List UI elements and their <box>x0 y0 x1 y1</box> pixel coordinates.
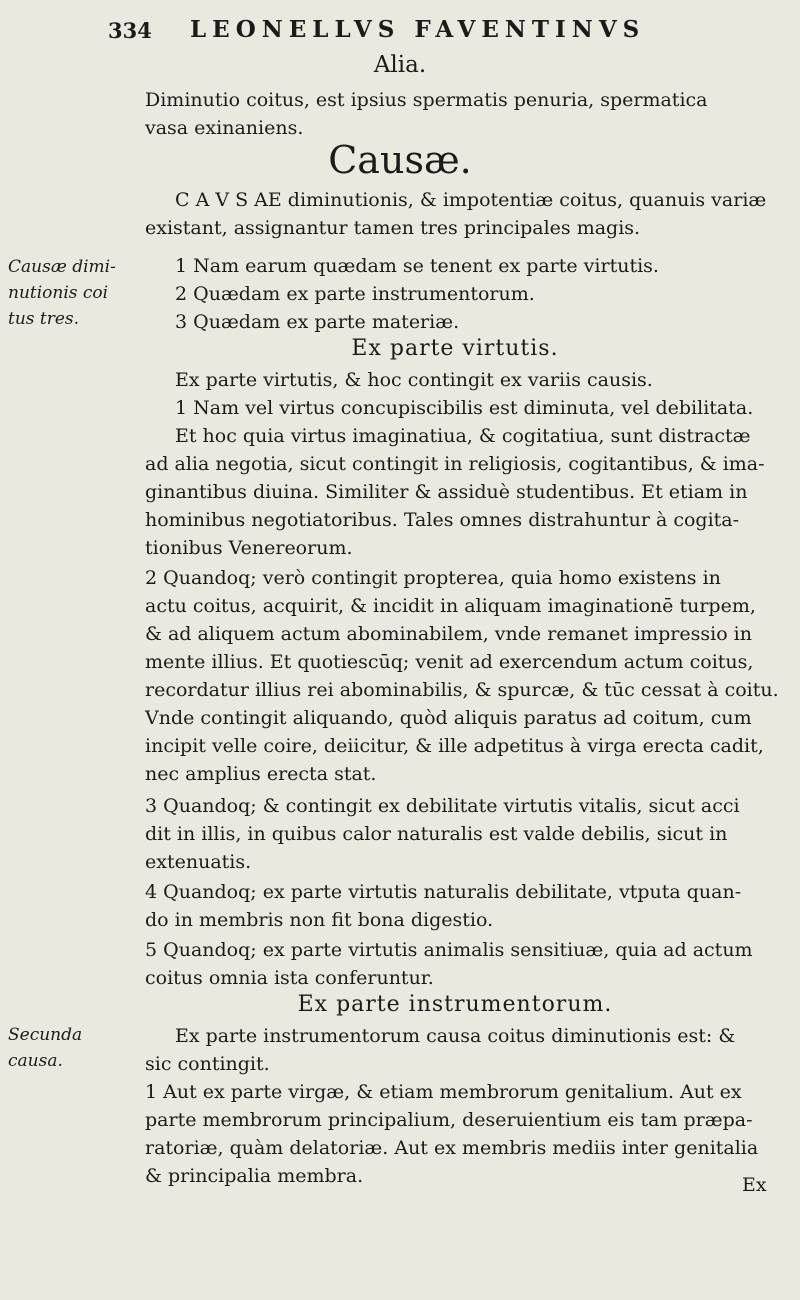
text-line: 3 Quædam ex parte materiæ. <box>175 311 460 333</box>
text-line: & principalia membra. <box>145 1165 364 1187</box>
margin-note: causa. <box>8 1051 63 1071</box>
heading-ex-parte-instrumentorum: Ex parte instrumentorum. <box>297 992 613 1017</box>
text-line: mente illius. Et quotiescūq; venit ad exercendum actum coitus, <box>145 651 754 673</box>
text-line: Diminutio coitus, est ipsius spermatis penuria, spermatica <box>145 89 708 111</box>
text-line: dit in illis, in quibus calor naturalis est valde debilis, sicut in <box>145 823 728 845</box>
text-line: vasa exinaniens. <box>145 117 304 139</box>
text-line: ratoriæ, quàm delatoriæ. Aut ex membris mediis inter genitalia <box>145 1137 759 1159</box>
text-line: 2 Quandoq; verò contingit propterea, quia homo existens in <box>145 567 721 589</box>
text-line: & ad aliquem actum abominabilem, vnde remanet impressio in <box>145 623 752 645</box>
text-line: 2 Quædam ex parte instrumentorum. <box>175 283 535 305</box>
text-line: Et hoc quia virtus imaginatiua, & cogitatiua, sunt distractæ <box>175 425 751 447</box>
text-line: tionibus Venereorum. <box>145 537 353 559</box>
running-title: LEONELLVS FAVENTINVS <box>190 16 646 43</box>
text-line: Vnde contingit aliquando, quòd aliquis paratus ad coitum, cum <box>145 707 752 729</box>
margin-note: Secunda <box>8 1025 83 1045</box>
text-line: sic contingit. <box>145 1053 270 1075</box>
text-line: 3 Quandoq; & contingit ex debilitate virtutis vitalis, sicut acci <box>145 795 740 817</box>
text-line: 1 Aut ex parte virgæ, & etiam membrorum genitalium. Aut ex <box>145 1081 742 1103</box>
text-line: 1 Nam earum quædam se tenent ex parte virtutis. <box>175 255 659 277</box>
text-line: 1 Nam vel virtus concupiscibilis est diminuta, vel debilitata. <box>175 397 754 419</box>
text-line: parte membrorum principalium, deseruientium eis tam præpa- <box>145 1109 753 1131</box>
text-line: C A V S AE diminutionis, & impotentiæ coitus, quanuis variæ <box>175 189 767 211</box>
text-line: ad alia negotia, sicut contingit in religiosis, cogitantibus, & ima- <box>145 453 765 475</box>
text-line: existant, assignantur tamen tres principales magis. <box>145 217 641 239</box>
text-line: Ex parte instrumentorum causa coitus diminutionis est: & <box>175 1025 736 1047</box>
heading-alia: Alia. <box>373 52 427 78</box>
margin-note: tus tres. <box>8 309 80 329</box>
text-line: 5 Quandoq; ex parte virtutis animalis sensitiuæ, quia ad actum <box>145 939 753 961</box>
heading-ex-parte-virtutis: Ex parte virtutis. <box>351 336 559 361</box>
heading-causae: Causæ. <box>328 138 472 182</box>
margin-note: nutionis coi <box>8 283 109 303</box>
margin-note: Causæ dimi- <box>8 257 116 277</box>
text-line: do in membris non fit bona digestio. <box>145 909 494 931</box>
catchword: Ex <box>742 1174 767 1196</box>
text-line: nec amplius erecta stat. <box>145 763 377 785</box>
text-line: coitus omnia ista conferuntur. <box>145 967 434 989</box>
text-line: actu coitus, acquirit, & incidit in aliquam imaginationē turpem, <box>145 595 756 617</box>
text-line: extenuatis. <box>145 851 252 873</box>
text-line: ginantibus diuina. Similiter & assiduè studentibus. Et etiam in <box>145 481 748 503</box>
text-line: recordatur illius rei abominabilis, & spurcæ, & tūc cessat à coitu. <box>145 679 779 701</box>
page-number: 334 <box>108 18 152 43</box>
text-line: hominibus negotiatoribus. Tales omnes distrahuntur à cogita- <box>145 509 740 531</box>
page-header <box>108 16 768 46</box>
text-line: incipit velle coire, deiicitur, & ille adpetitus à virga erecta cadit, <box>145 735 764 757</box>
text-line: Ex parte virtutis, & hoc contingit ex variis causis. <box>175 369 653 391</box>
text-line: 4 Quandoq; ex parte virtutis naturalis debilitate, vtputa quan- <box>145 881 742 903</box>
